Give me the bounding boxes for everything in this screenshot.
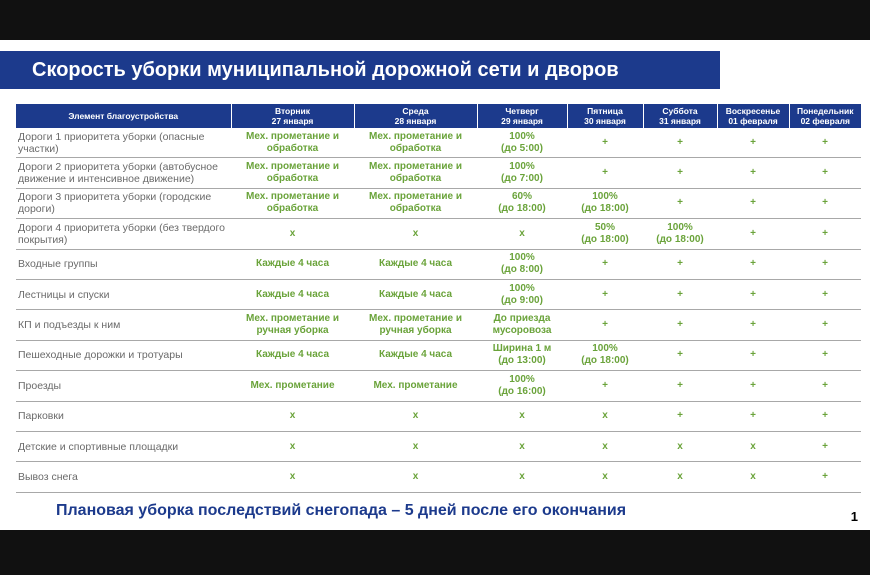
status-cell: 100% (до 9:00) bbox=[477, 279, 567, 309]
day-date: 01 февраля bbox=[728, 116, 778, 126]
cleaned-mark: + bbox=[717, 340, 789, 370]
element-cell: Парковки bbox=[16, 401, 231, 431]
table-body bbox=[16, 128, 861, 492]
status-cell: Мех. прометание и обработка bbox=[231, 188, 354, 218]
cleaned-mark: + bbox=[789, 249, 861, 279]
not-cleaned-mark: x bbox=[354, 431, 477, 461]
not-cleaned-mark: x bbox=[643, 462, 717, 492]
element-cell: Входные группы bbox=[16, 249, 231, 279]
table-row bbox=[16, 219, 861, 249]
status-cell: 100% (до 7:00) bbox=[477, 158, 567, 188]
day-name: Вторник bbox=[274, 106, 311, 116]
status-cell: Каждые 4 часа bbox=[354, 340, 477, 370]
day-name: Среда bbox=[402, 106, 429, 116]
cleaned-mark: + bbox=[789, 340, 861, 370]
not-cleaned-mark: x bbox=[231, 219, 354, 249]
not-cleaned-mark: x bbox=[354, 401, 477, 431]
status-cell: Мех. прометание и ручная уборка bbox=[354, 310, 477, 340]
cleaned-mark: + bbox=[567, 371, 643, 401]
cleaned-mark: + bbox=[717, 158, 789, 188]
title-bar bbox=[0, 51, 720, 89]
cleaned-mark: + bbox=[643, 279, 717, 309]
element-cell: Проезды bbox=[16, 371, 231, 401]
status-cell: Мех. прометание и обработка bbox=[354, 188, 477, 218]
element-cell: Дороги 3 приоритета уборки (городские дороги) bbox=[16, 188, 231, 218]
cleaned-mark: + bbox=[789, 431, 861, 461]
cleaned-mark: + bbox=[567, 128, 643, 158]
status-cell: Каждые 4 часа bbox=[354, 249, 477, 279]
status-cell: Мех. прометание и ручная уборка bbox=[231, 310, 354, 340]
status-cell: 100% (до 18:00) bbox=[643, 219, 717, 249]
footer-note: Плановая уборка последствий снегопада – 5 дней после его окончания bbox=[56, 502, 627, 519]
status-cell: Мех. прометание и обработка bbox=[354, 128, 477, 158]
day-date: 28 января bbox=[394, 116, 437, 126]
day-name: Суббота bbox=[662, 106, 698, 116]
day-date: 30 января bbox=[584, 116, 626, 126]
table-header-row bbox=[16, 104, 861, 128]
day-name: Четверг bbox=[505, 106, 539, 116]
table-row bbox=[16, 188, 861, 218]
table-row bbox=[16, 158, 861, 188]
cleaning-schedule-table bbox=[16, 104, 861, 493]
element-cell: Детские и спортивные площадки bbox=[16, 431, 231, 461]
cleaned-mark: + bbox=[789, 219, 861, 249]
cleaned-mark: + bbox=[789, 371, 861, 401]
not-cleaned-mark: x bbox=[231, 462, 354, 492]
not-cleaned-mark: x bbox=[567, 401, 643, 431]
cleaned-mark: + bbox=[717, 401, 789, 431]
cleaned-mark: + bbox=[643, 310, 717, 340]
not-cleaned-mark: x bbox=[477, 219, 567, 249]
cleaned-mark: + bbox=[717, 279, 789, 309]
slide-title: Скорость уборки муниципальной дорожной сети и дворов bbox=[32, 59, 619, 81]
status-cell: Мех. прометание bbox=[231, 371, 354, 401]
cleaned-mark: + bbox=[789, 401, 861, 431]
day-column-header bbox=[717, 104, 789, 128]
not-cleaned-mark: x bbox=[567, 462, 643, 492]
day-column-header bbox=[354, 104, 477, 128]
cleaned-mark: + bbox=[643, 128, 717, 158]
not-cleaned-mark: x bbox=[354, 219, 477, 249]
cleaned-mark: + bbox=[643, 401, 717, 431]
status-cell: 60% (до 18:00) bbox=[477, 188, 567, 218]
not-cleaned-mark: x bbox=[477, 401, 567, 431]
status-cell: Ширина 1 м (до 13:00) bbox=[477, 340, 567, 370]
not-cleaned-mark: x bbox=[477, 462, 567, 492]
not-cleaned-mark: x bbox=[717, 462, 789, 492]
cleaned-mark: + bbox=[717, 128, 789, 158]
status-cell: До приезда мусоровоза bbox=[477, 310, 567, 340]
table-row bbox=[16, 128, 861, 158]
day-column-header bbox=[231, 104, 354, 128]
cleaned-mark: + bbox=[789, 128, 861, 158]
status-cell: Мех. прометание и обработка bbox=[231, 158, 354, 188]
status-cell: Мех. прометание bbox=[354, 371, 477, 401]
cleaned-mark: + bbox=[789, 279, 861, 309]
cleaned-mark: + bbox=[789, 462, 861, 492]
cleaned-mark: + bbox=[643, 249, 717, 279]
element-column-header: Элемент благоустройства bbox=[16, 104, 231, 128]
cleaned-mark: + bbox=[643, 158, 717, 188]
not-cleaned-mark: x bbox=[717, 431, 789, 461]
status-cell: Мех. прометание и обработка bbox=[231, 128, 354, 158]
element-cell: КП и подъезды к ним bbox=[16, 310, 231, 340]
cleaned-mark: + bbox=[717, 310, 789, 340]
element-cell: Лестницы и спуски bbox=[16, 279, 231, 309]
element-cell: Вывоз снега bbox=[16, 462, 231, 492]
table-row bbox=[16, 249, 861, 279]
cleaned-mark: + bbox=[643, 340, 717, 370]
page-number: 1 bbox=[850, 509, 858, 524]
cleaned-mark: + bbox=[789, 188, 861, 218]
day-name: Воскресенье bbox=[725, 106, 781, 116]
day-name: Понедельник bbox=[796, 106, 854, 116]
not-cleaned-mark: x bbox=[643, 431, 717, 461]
slide bbox=[0, 40, 870, 530]
table-row bbox=[16, 371, 861, 401]
table-row bbox=[16, 462, 861, 492]
cleaned-mark: + bbox=[717, 188, 789, 218]
cleaned-mark: + bbox=[567, 310, 643, 340]
status-cell: 100% (до 18:00) bbox=[567, 340, 643, 370]
day-date: 31 января bbox=[659, 116, 701, 126]
table-row bbox=[16, 310, 861, 340]
day-date: 02 февраля bbox=[800, 116, 850, 126]
day-date: 27 января bbox=[271, 116, 314, 126]
status-cell: Каждые 4 часа bbox=[354, 279, 477, 309]
cleaned-mark: + bbox=[567, 249, 643, 279]
table-row bbox=[16, 279, 861, 309]
cleaned-mark: + bbox=[717, 219, 789, 249]
status-cell: 100% (до 8:00) bbox=[477, 249, 567, 279]
cleaned-mark: + bbox=[789, 158, 861, 188]
status-cell: 100% (до 16:00) bbox=[477, 371, 567, 401]
cleaned-mark: + bbox=[643, 371, 717, 401]
not-cleaned-mark: x bbox=[567, 431, 643, 461]
status-cell: 50% (до 18:00) bbox=[567, 219, 643, 249]
element-cell: Дороги 2 приоритета уборки (автобусное движение и интенсивное движение) bbox=[16, 158, 231, 188]
day-date: 29 января bbox=[501, 116, 543, 126]
cleaned-mark: + bbox=[717, 371, 789, 401]
day-column-header bbox=[567, 104, 643, 128]
element-cell: Дороги 4 приоритета уборки (без твердого покрытия) bbox=[16, 219, 231, 249]
element-cell: Дороги 1 приоритета уборки (опасные участки) bbox=[16, 128, 231, 158]
table-row bbox=[16, 340, 861, 370]
table-row bbox=[16, 431, 861, 461]
day-name: Пятница bbox=[587, 106, 623, 116]
element-cell: Пешеходные дорожки и тротуары bbox=[16, 340, 231, 370]
status-cell: Каждые 4 часа bbox=[231, 340, 354, 370]
cleaned-mark: + bbox=[567, 279, 643, 309]
status-cell: Мех. прометание и обработка bbox=[354, 158, 477, 188]
status-cell: 100% (до 18:00) bbox=[567, 188, 643, 218]
cleaned-mark: + bbox=[717, 249, 789, 279]
not-cleaned-mark: x bbox=[354, 462, 477, 492]
day-column-header bbox=[477, 104, 567, 128]
table-row bbox=[16, 401, 861, 431]
cleaned-mark: + bbox=[789, 310, 861, 340]
status-cell: 100% (до 5:00) bbox=[477, 128, 567, 158]
not-cleaned-mark: x bbox=[477, 431, 567, 461]
cleaned-mark: + bbox=[567, 158, 643, 188]
not-cleaned-mark: x bbox=[231, 401, 354, 431]
day-column-header bbox=[789, 104, 861, 128]
cleaned-mark: + bbox=[643, 188, 717, 218]
status-cell: Каждые 4 часа bbox=[231, 249, 354, 279]
not-cleaned-mark: x bbox=[231, 431, 354, 461]
status-cell: Каждые 4 часа bbox=[231, 279, 354, 309]
day-column-header bbox=[643, 104, 717, 128]
